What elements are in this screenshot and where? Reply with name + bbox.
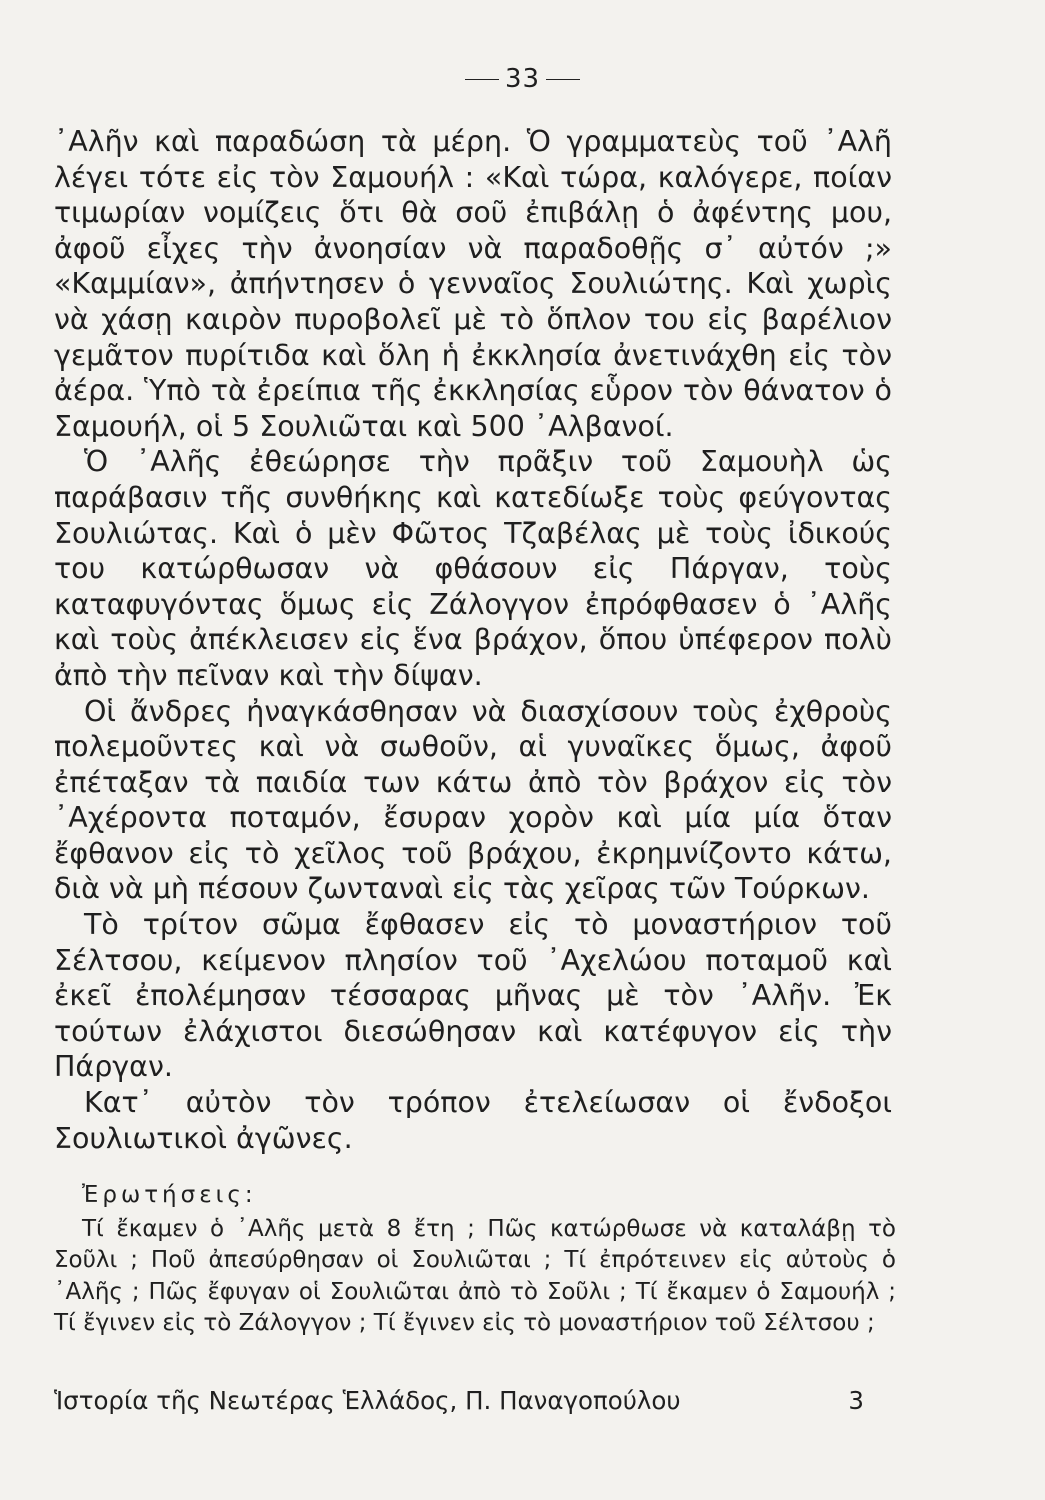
paragraph-5: Κατ᾿ αὐτὸν τὸν τρόπον ἐτελείωσαν οἱ ἔνδοξοι Σουλιωτικοὶ ἀγῶνες. [54, 1086, 892, 1155]
paragraph-3: Οἱ ἄνδρες ἠναγκάσθησαν νὰ διασχίσουν τοὺς ἐχθροὺς πολεμοῦντες καὶ νὰ σωθοῦν, αἱ γυναῖκες ὅμως, ἀφοῦ ἐπέταξαν τὰ παιδία των κάτω ἀπὸ τὸν βράχον εἰς τὸν ᾿Αχέροντα ποταμόν, ἔσυραν χορὸν καὶ μία μία ὅταν ἔφθανον εἰς τὸ χεῖλος τοῦ βράχου, ἐκρημνίζοντο κάτω, διὰ νὰ μὴ πέσουν ζωνταναὶ εἰς τὰς χεῖρας τῶν Τούρκων. [54, 694, 892, 906]
paragraph-4: Τὸ τρίτον σῶμα ἔφθασεν εἰς τὸ μοναστήριον τοῦ Σέλτσου, κείμενον πλησίον τοῦ ᾿Αχελώου ποταμοῦ καὶ ἐκεῖ ἐπολέμησαν τέσσαρας μῆνας μὲ τὸν ᾿Αλῆν. Ἐκ τούτων ἐλάχιστοι διεσώθησαν καὶ κατέφυγον εἰς τὴν Πάργαν. [54, 908, 892, 1084]
page-number [0, 64, 1045, 94]
paragraph-2: Ὁ ᾿Αλῆς ἐθεώρησε τὴν πρᾶξιν τοῦ Σαμουὴλ ὡς παράβασιν τῆς συνθήκης καὶ κατεδίωξε τοὺς φεύγοντας Σουλιώτας. Καὶ ὁ μὲν Φῶτος Τζαβέλας μὲ τοὺς ἰδικούς του κατώρθωσαν νὰ φθάσουν εἰς Πάργαν, τοὺς καταφυγόντας ὅμως εἰς Ζάλογγον ἐπρόφθασεν ὁ ᾿Αλῆς καὶ τοὺς ἀπέκλεισεν εἰς ἕνα βράχον, ὅπου ὑπέφερον πολὺ ἀπὸ τὴν πεῖναν καὶ τὴν δίψαν. [54, 445, 892, 692]
page-footer [54, 1386, 864, 1415]
questions-section [54, 1180, 896, 1340]
page-number-dash-left [465, 79, 499, 80]
footer-signature-mark: 3 [848, 1386, 864, 1415]
page-number-value: 33 [504, 64, 541, 94]
paragraph-1: ᾿Αλῆν καὶ παραδώση τὰ μέρη. Ὁ γραμματεὺς τοῦ ᾿Αλῆ λέγει τότε εἰς τὸν Σαμουήλ : «Καὶ τώρα, καλόγερε, ποίαν τιμωρίαν νομίζεις ὅτι θὰ σοῦ ἐπιβάλῃ ὁ ἀφέντης μου, ἀφοῦ εἶχες τὴν ἀνοησίαν νὰ παραδοθῇς σ᾿ αὐτόν ;» «Καμμίαν», ἀπήντησεν ὁ γενναῖος Σουλιώτης. Καὶ χωρὶς νὰ χάσῃ καιρὸν πυροβολεῖ μὲ τὸ ὅπλον του εἰς βαρέλιον γεμᾶτον πυρίτιδα καὶ ὅλη ἡ ἐκκλησία ἀνετινάχθη εἰς τὸν ἀέρα. Ὑπὸ τὰ ἐρείπια τῆς ἐκκλησίας εὗρον τὸν θάνατον ὁ Σαμουήλ, οἱ 5 Σουλιῶται καὶ 500 ᾿Αλβανοί. [54, 125, 892, 443]
footer-book-title: Ἱστορία τῆς Νεωτέρας Ἑλλάδος, Π. Παναγοπούλου [54, 1386, 681, 1415]
body-text [54, 124, 892, 1156]
questions-heading: Ἐρωτήσεις: [82, 1182, 257, 1208]
page-number-dash-right [546, 79, 580, 80]
questions-text: Τί ἔκαμεν ὁ ᾿Αλῆς μετὰ 8 ἔτη ; Πῶς κατώρθωσε νὰ καταλάβῃ τὸ Σοῦλι ; Ποῦ ἀπεσύρθησαν οἱ Σουλιῶται ; Τί ἐπρότεινεν εἰς αὐτοὺς ὁ ᾿Αλῆς ; Πῶς ἔφυγαν οἱ Σουλιῶται ἀπὸ τὸ Σοῦλι ; Τί ἔκαμεν ὁ Σαμουήλ ; Τί ἔγινεν εἰς τὸ Ζάλογγον ; Τί ἔγινεν εἰς τὸ μοναστήριον τοῦ Σέλτσου ; [54, 1215, 896, 1336]
